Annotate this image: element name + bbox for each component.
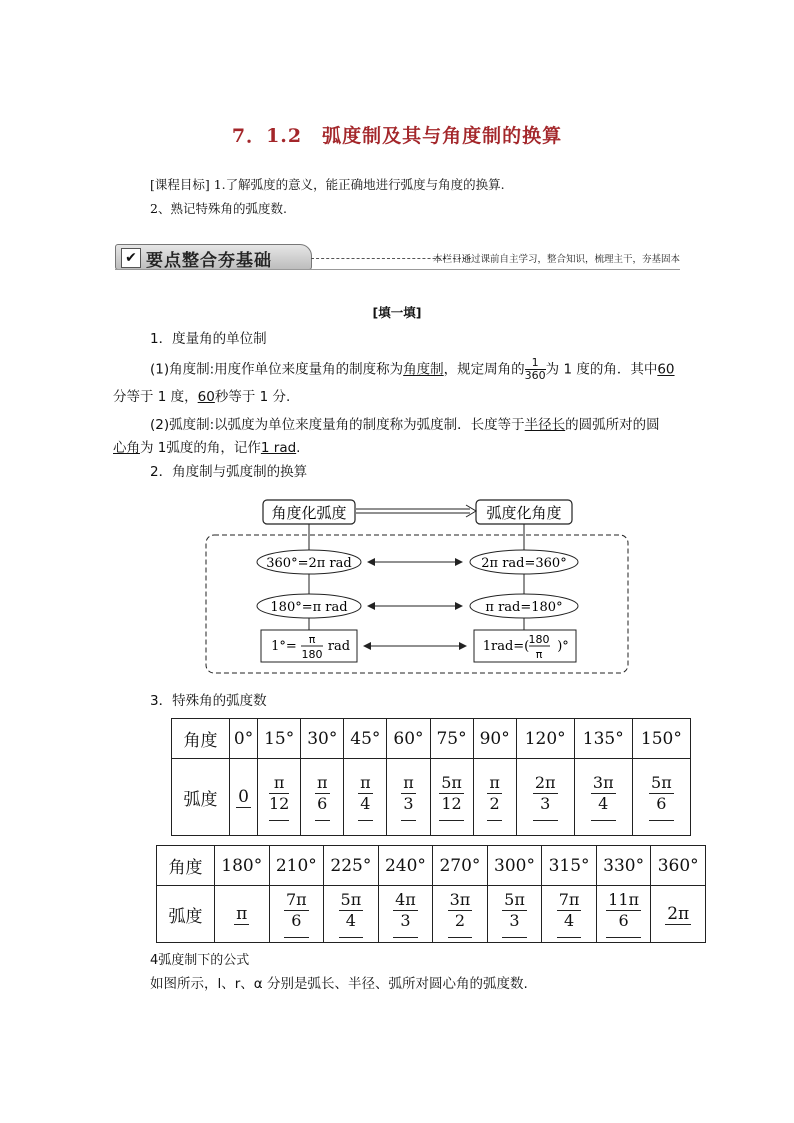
radian-value: 0 — [238, 786, 249, 807]
angle-cell: 270° — [433, 846, 488, 886]
radian-numerator: π — [360, 773, 371, 792]
sec3-heading: 3．特殊角的弧度数 — [150, 693, 267, 709]
answer-underline — [591, 814, 616, 821]
left-1deg-pre: 1°= — [271, 639, 297, 654]
special-angles-table-1 — [171, 718, 691, 836]
radian-numerator: π — [269, 773, 289, 794]
radian-cell — [344, 759, 387, 836]
radian-fraction — [487, 773, 502, 821]
radian-cell — [651, 886, 706, 943]
radian-cell — [433, 886, 488, 943]
left-title: 角度化弧度 — [271, 504, 347, 522]
banner-rule — [115, 269, 680, 270]
check-icon: ✔ — [121, 248, 141, 268]
blank-angle-system: 角度制 — [403, 361, 444, 378]
radian-fraction — [591, 773, 616, 821]
radian-cell — [430, 759, 473, 836]
blank-1-rad: 1 rad — [260, 440, 297, 456]
answer-underline — [315, 814, 330, 821]
conversion-diagram — [200, 495, 632, 677]
radian-cell — [487, 886, 542, 943]
answer-underline — [448, 931, 473, 938]
radian-fraction — [533, 773, 558, 821]
answer-underline — [557, 931, 582, 938]
radian-cell — [387, 759, 430, 836]
radian-numerator: π — [403, 773, 414, 792]
blank-radius-length: 半径长 — [524, 417, 566, 433]
radian-denominator: 3 — [509, 911, 520, 930]
radian-fraction — [401, 773, 416, 821]
radian-numerator: 5π — [340, 890, 362, 909]
radian-numerator: 3π — [449, 890, 471, 909]
table1-radian-row — [172, 759, 691, 836]
answer-underline — [606, 931, 641, 938]
radian-value: π — [236, 903, 248, 924]
angle-cell: 30° — [301, 719, 344, 759]
angle-cell: 15° — [258, 719, 301, 759]
radian-numerator: 3π — [592, 773, 614, 792]
radian-denominator: 6 — [317, 794, 328, 813]
angle-cell: 135° — [574, 719, 632, 759]
table1-angle-row — [172, 719, 691, 759]
special-angles-table-2 — [156, 845, 706, 943]
radian-fraction — [339, 890, 364, 938]
radian-fraction — [502, 890, 527, 938]
sec1-heading: 1．度量角的单位制 — [150, 331, 267, 347]
radian-numerator: 5π — [504, 890, 525, 909]
radian-denominator: 4 — [360, 794, 371, 813]
answer-underline — [533, 814, 558, 821]
sec4-text: 如图所示，l、r、α 分别是弧长、半径、弧所对圆心角的弧度数. — [150, 976, 528, 992]
answer-underline — [401, 814, 416, 821]
angle-cell: 180° — [215, 846, 270, 886]
answer-underline — [502, 931, 527, 938]
left-180-text: 180°=π rad — [270, 600, 348, 615]
blank-central-angle: 心角 — [113, 440, 140, 456]
left-1deg-num: π — [308, 633, 316, 646]
sec1-para1-line2: 分等于 1 度，60秒等于 1 分. — [113, 389, 291, 405]
radian-denominator: 6 — [291, 911, 302, 930]
radian-fraction — [358, 773, 373, 821]
answer-underline — [339, 931, 364, 938]
radian-numerator: 11π — [608, 890, 640, 909]
radian-numerator: 5π — [441, 773, 462, 792]
sec2-heading: 2．角度制与弧度制的换算 — [150, 464, 308, 480]
left-1deg-den: 180 — [301, 648, 323, 661]
radian-fraction — [393, 890, 418, 938]
radian-cell — [324, 886, 379, 943]
radian-denominator: 6 — [618, 911, 629, 930]
angle-cell: 360° — [651, 846, 706, 886]
radian-denominator: 3 — [403, 794, 414, 813]
sec1-para2-line2: 心角为 1弧度的角，记作1 rad. — [113, 440, 301, 456]
radian-denominator: 2 — [489, 794, 500, 813]
angle-cell: 90° — [473, 719, 516, 759]
answer-underline — [269, 814, 289, 821]
answer-underline — [284, 931, 309, 938]
right-title: 弧度化角度 — [486, 504, 562, 522]
left-1deg-post: rad — [327, 639, 351, 654]
right-1rad-num: 180 — [528, 633, 550, 646]
radian-fraction — [448, 890, 473, 938]
radian-denominator: 12 — [441, 794, 462, 813]
angle-cell: 315° — [542, 846, 597, 886]
radian-fraction — [284, 890, 309, 938]
course-goal-line2: 2、熟记特殊角的弧度数. — [150, 201, 287, 216]
radian-numerator: 5π — [651, 773, 672, 792]
radian-denominator: 4 — [563, 911, 575, 930]
fraction-1-360: $\frac{1}{360}$ — [524, 356, 546, 382]
radian-fraction — [606, 890, 641, 938]
course-goal-line1: [课程目标] 1.了解弧度的意义，能正确地进行弧度与角度的换算. — [150, 177, 505, 192]
angle-cell: 0° — [230, 719, 258, 759]
radian-fraction — [649, 773, 674, 821]
table1-angle-header: 角度 — [172, 719, 230, 759]
sec4-heading: 4弧度制下的公式 — [150, 953, 250, 968]
radian-cell — [574, 759, 632, 836]
radian-denominator: 6 — [656, 794, 667, 813]
radian-cell — [542, 886, 597, 943]
radian-cell — [473, 759, 516, 836]
section-banner — [115, 244, 680, 270]
radian-fraction — [315, 773, 330, 821]
angle-cell: 225° — [324, 846, 379, 886]
table2-radian-row — [157, 886, 706, 943]
page-title: 7．1.2 弧度制及其与角度制的换算 — [231, 125, 563, 147]
radian-numerator: π — [317, 773, 328, 792]
angle-cell: 75° — [430, 719, 473, 759]
radian-value: 2π — [667, 903, 690, 924]
left-360-text: 360°=2π rad — [266, 556, 352, 571]
radian-denominator: 3 — [540, 794, 551, 813]
radian-denominator: 4 — [345, 911, 356, 930]
angle-cell: 240° — [378, 846, 433, 886]
radian-denominator: 12 — [268, 794, 290, 813]
angle-cell: 120° — [516, 719, 574, 759]
table2-angle-row — [157, 846, 706, 886]
radian-numerator: 7π — [558, 890, 580, 909]
radian-cell — [516, 759, 574, 836]
sec1-para2-line1: (2)弧度制:以弧度为单位来度量角的制度称为弧度制．长度等于半径长的圆弧所对的圆 — [150, 417, 660, 433]
radian-cell — [632, 759, 690, 836]
angle-cell: 150° — [632, 719, 690, 759]
right-1rad-pre: 1rad=( — [482, 639, 530, 654]
angle-cell: 300° — [487, 846, 542, 886]
angle-cell: 210° — [269, 846, 324, 886]
radian-numerator: 4π — [395, 890, 416, 909]
banner-box — [115, 244, 312, 270]
answer-underline — [487, 814, 502, 821]
radian-cell — [378, 886, 433, 943]
radian-fraction — [269, 773, 289, 821]
title-arrow-head — [466, 505, 476, 517]
banner-label: 要点整合夯基础 — [146, 251, 272, 271]
angle-cell: 60° — [387, 719, 430, 759]
angle-cell: 330° — [596, 846, 651, 886]
answer-underline — [358, 814, 373, 821]
right-1rad-den: π — [535, 648, 543, 661]
banner-note: 本栏目通过课前自主学习，整合知识，梳理主干，夯基固本 — [432, 254, 680, 265]
answer-underline — [649, 814, 674, 821]
radian-numerator: π — [489, 773, 500, 792]
table2-angle-header: 角度 — [157, 846, 215, 886]
right-1rad-post: )° — [557, 639, 569, 654]
radian-cell — [215, 886, 270, 943]
radian-cell — [596, 886, 651, 943]
sec1-para1-line1: (1)角度制:用度作单位来度量角的制度称为角度制，规定周角的 $\frac{1}{360}$ 为 1 度的角．其中60 — [150, 356, 675, 382]
table1-radian-header: 弧度 — [172, 759, 230, 836]
radian-denominator: 3 — [400, 911, 411, 930]
radian-numerator: 2π — [534, 773, 556, 792]
fill-in-heading: [填一填] — [372, 305, 422, 320]
angle-cell: 45° — [344, 719, 387, 759]
radian-denominator: 2 — [454, 911, 466, 930]
table2-radian-header: 弧度 — [157, 886, 215, 943]
radian-cell — [301, 759, 344, 836]
radian-fraction — [557, 890, 582, 938]
radian-fraction — [439, 773, 464, 821]
right-pi-text: π rad=180° — [485, 600, 563, 615]
right-2pi-text: 2π rad=360° — [481, 556, 567, 571]
answer-underline — [439, 814, 464, 821]
radian-numerator: 7π — [285, 890, 307, 909]
blank-60-minutes: 60 — [657, 361, 675, 378]
radian-cell — [269, 886, 324, 943]
radian-denominator: 4 — [598, 794, 609, 813]
answer-underline — [393, 931, 418, 938]
radian-cell — [230, 759, 258, 836]
blank-60-seconds: 60 — [197, 389, 215, 405]
radian-cell — [258, 759, 301, 836]
